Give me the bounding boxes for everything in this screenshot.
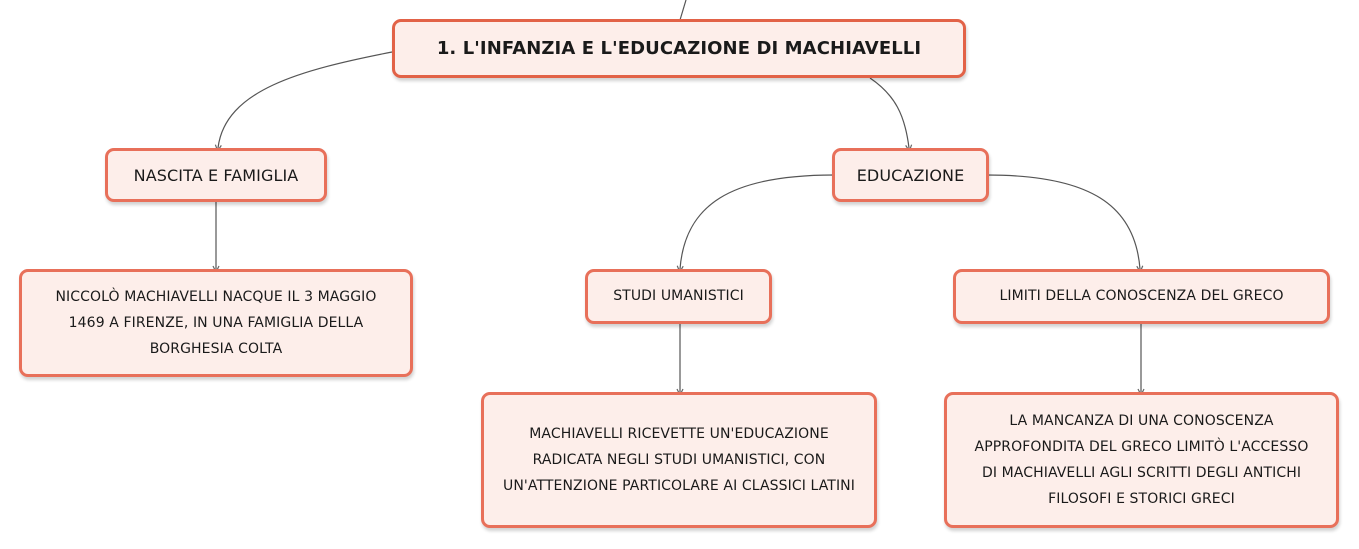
nascita-famiglia-label: NASCITA E FAMIGLIA: [133, 165, 299, 185]
educazione-node[interactable]: [832, 148, 989, 202]
studi-detail-node[interactable]: [481, 392, 877, 528]
studi-umanistici-label: STUDI UMANISTICI: [613, 288, 744, 304]
connector-educazione-to-studi: [680, 175, 834, 269]
connector-parent-to-root: [680, 0, 686, 20]
limiti-greco-node[interactable]: [953, 269, 1330, 324]
root-node[interactable]: [392, 19, 966, 78]
connector-root-to-nascita: [218, 52, 392, 148]
limiti-detail-text: LA MANCANZA DI UNA CONOSCENZA APPROFONDITA DEL GRECO LIMITÒ L'ACCESSO DI MACHIAVELLI AGLI SCRITTI DEGLI ANTICHI FILOSOFI E STORICI GRECI: [974, 413, 1309, 507]
nascita-famiglia-node[interactable]: [105, 148, 327, 202]
limiti-detail-node[interactable]: [944, 392, 1339, 528]
connector-educazione-to-limiti: [987, 175, 1140, 269]
studi-umanistici-node[interactable]: [585, 269, 772, 324]
educazione-label: EDUCAZIONE: [856, 165, 965, 185]
connector-root-to-educazione: [870, 78, 909, 148]
nascita-detail-node[interactable]: [19, 269, 413, 377]
nascita-detail-text: NICCOLÒ MACHIAVELLI NACQUE IL 3 MAGGIO 1469 A FIRENZE, IN UNA FAMIGLIA DELLA BORGHESIA COLTA: [55, 289, 377, 357]
studi-detail-text: MACHIAVELLI RICEVETTE UN'EDUCAZIONE RADICATA NEGLI STUDI UMANISTICI, CON UN'ATTENZIONE PARTICOLARE AI CLASSICI LATINI: [503, 426, 855, 494]
root-node-label: 1. L'INFANZIA E L'EDUCAZIONE DI MACHIAVELLI: [436, 38, 922, 59]
limiti-greco-label: LIMITI DELLA CONOSCENZA DEL GRECO: [999, 288, 1284, 304]
